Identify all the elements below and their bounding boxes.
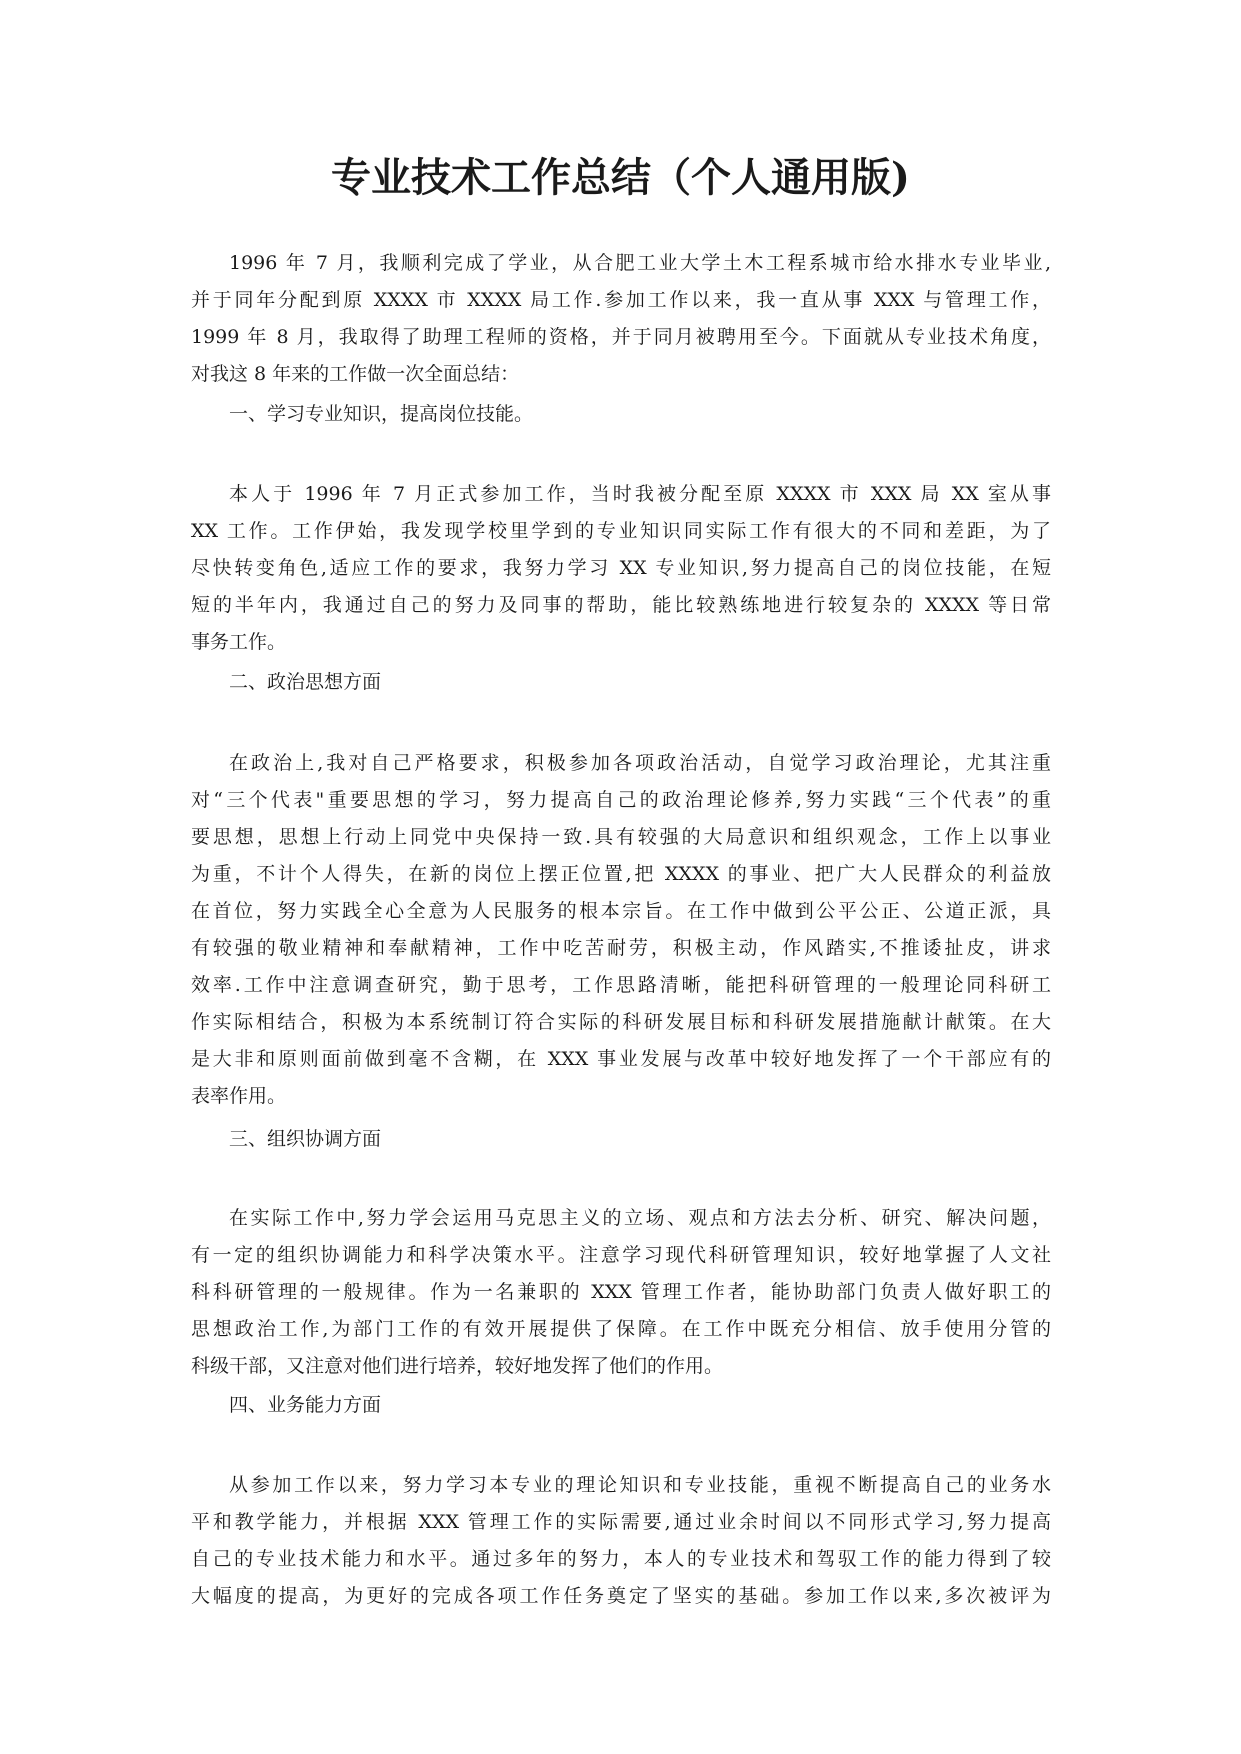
section-paragraph-4 bbox=[191, 1467, 1051, 1615]
paragraph-line: 是大非和原则面前做到毫不含糊，在 XXX 事业发展与改革中较好地发挥了一个干部应有的 bbox=[191, 1048, 1051, 1070]
paragraph-line: 有一定的组织协调能力和科学决策水平。注意学习现代科研管理知识，较好地掌握了人文社 bbox=[191, 1244, 1051, 1266]
paragraph-line: 从参加工作以来，努力学习本专业的理论知识和专业技能，重视不断提高自己的业务水 bbox=[229, 1474, 1051, 1496]
document-title: 专业技术工作总结（个人通用版) bbox=[331, 154, 910, 201]
paragraph-line: 科科研管理的一般规律。作为一名兼职的 XXX 管理工作者，能协助部门负责人做好职工的 bbox=[191, 1281, 1051, 1303]
paragraph-line: 大幅度的提高，为更好的完成各项工作任务奠定了坚实的基础。参加工作以来,多次被评为 bbox=[191, 1585, 1051, 1607]
paragraph-line: 本人于 1996 年 7 月正式参加工作，当时我被分配至原 XXXX 市 XXX 局 XX 室从事 bbox=[229, 483, 1051, 505]
paragraph-line: 短的半年内，我通过自己的努力及同事的帮助，能比较熟练地进行较复杂的 XXXX 等日常 bbox=[191, 594, 1051, 616]
paragraph-line: 在首位，努力实践全心全意为人民服务的根本宗旨。在工作中做到公平公正、公道正派，具 bbox=[191, 900, 1051, 922]
paragraph-line: 并于同年分配到原 XXXX 市 XXXX 局工作.参加工作以来，我一直从事 XXX 与管理工作， bbox=[191, 289, 1051, 311]
section-heading-4: 四、业务能力方面 bbox=[229, 1394, 382, 1416]
paragraph-line: XX 工作。工作伊始，我发现学校里学到的专业知识同实际工作有很大的不同和差距，为了 bbox=[191, 520, 1051, 542]
paragraph-line: 自己的专业技术能力和水平。通过多年的努力，本人的专业技术和驾驭工作的能力得到了较 bbox=[191, 1548, 1051, 1570]
section-heading-2: 二、政治思想方面 bbox=[229, 671, 382, 693]
paragraph-line: 对我这 8 年来的工作做一次全面总结： bbox=[191, 363, 520, 385]
paragraph-line: 1999 年 8 月，我取得了助理工程师的资格，并于同月被聘用至今。下面就从专业技术角度， bbox=[191, 326, 1051, 348]
paragraph-line: 事务工作。 bbox=[191, 631, 287, 653]
paragraph-line: 在实际工作中,努力学会运用马克思主义的立场、观点和方法去分析、研究、解决问题， bbox=[229, 1207, 1051, 1229]
paragraph-line: 表率作用。 bbox=[191, 1085, 287, 1107]
paragraph-line: 对“三个代表"重要思想的学习，努力提高自己的政治理论修养,努力实践“三个代表”的重 bbox=[191, 789, 1051, 811]
paragraph-line: 效率.工作中注意调查研究，勤于思考，工作思路清晰，能把科研管理的一般理论同科研工 bbox=[191, 974, 1051, 996]
section-heading-3: 三、组织协调方面 bbox=[229, 1128, 382, 1150]
section-heading-1: 一、学习专业知识，提高岗位技能。 bbox=[229, 403, 534, 425]
paragraph-line: 1996 年 7 月，我顺利完成了学业，从合肥工业大学土木工程系城市给水排水专业毕业, bbox=[229, 252, 1051, 274]
paragraph-line: 科级干部，又注意对他们进行培养，较好地发挥了他们的作用。 bbox=[191, 1355, 724, 1377]
paragraph-line: 有较强的敬业精神和奉献精神，工作中吃苦耐劳，积极主动，作风踏实,不推诿扯皮，讲求 bbox=[191, 937, 1051, 959]
paragraph-line: 尽快转变角色,适应工作的要求，我努力学习 XX 专业知识,努力提高自己的岗位技能，在短 bbox=[191, 557, 1051, 579]
section-paragraph-3 bbox=[191, 1200, 1051, 1385]
paragraph-line: 平和教学能力，并根据 XXX 管理工作的实际需要,通过业余时间以不同形式学习,努力提高 bbox=[191, 1511, 1051, 1533]
section-paragraph-2 bbox=[191, 745, 1051, 1115]
paragraph-line: 为重，不计个人得失，在新的岗位上摆正位置,把 XXXX 的事业、把广大人民群众的利益放 bbox=[191, 863, 1051, 885]
paragraph-line: 思想政治工作,为部门工作的有效开展提供了保障。在工作中既充分相信、放手使用分管的 bbox=[191, 1318, 1051, 1340]
paragraph-line: 要思想，思想上行动上同党中央保持一致.具有较强的大局意识和组织观念，工作上以事业 bbox=[191, 826, 1051, 848]
intro-paragraph bbox=[191, 245, 1051, 393]
paragraph-line: 作实际相结合，积极为本系统制订符合实际的科研发展目标和科研发展措施献计献策。在大 bbox=[191, 1011, 1051, 1033]
paragraph-line: 在政治上,我对自己严格要求，积极参加各项政治活动，自觉学习政治理论，尤其注重 bbox=[229, 752, 1051, 774]
section-paragraph-1 bbox=[191, 476, 1051, 661]
